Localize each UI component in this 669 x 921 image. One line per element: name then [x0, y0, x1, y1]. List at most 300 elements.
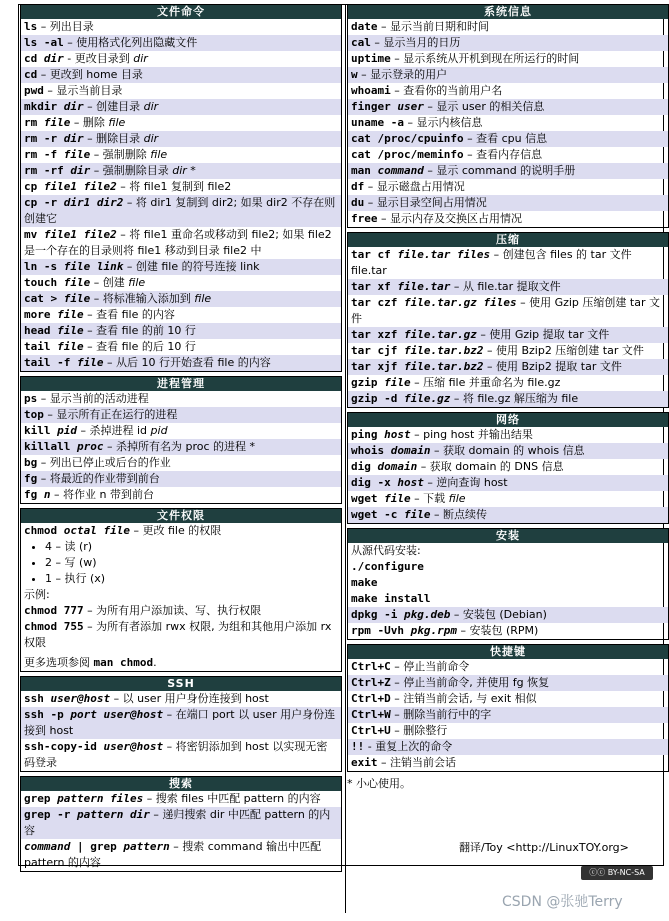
cmd: free: [351, 212, 378, 225]
arg: file.tar.gz: [403, 328, 477, 341]
command-row: [348, 67, 668, 83]
install-configure: ./configure: [351, 560, 424, 573]
cmd: mkdir: [24, 100, 64, 113]
arg: pkg.rpm: [410, 624, 457, 637]
desc: – 注销当前会话, 与 exit 相似: [390, 692, 537, 705]
command-row: [348, 279, 668, 295]
command-row: [21, 35, 341, 51]
cmd: head: [24, 324, 58, 337]
command-row: [348, 295, 668, 327]
arg2: pattern: [123, 840, 170, 853]
command-row: [21, 291, 341, 307]
desc: – 在端口 port 以 user 用户身份连接到 host: [24, 708, 336, 737]
desc: – 显示内存及交换区占用情况: [377, 212, 522, 225]
command-row: [21, 99, 341, 115]
desc: – 以 user 用户身份连接到 host: [110, 692, 269, 705]
command-row: [348, 195, 668, 211]
command-row: [348, 115, 668, 131]
arg: pattern files: [57, 792, 144, 805]
license-text: BY-NC-SA: [607, 868, 645, 877]
command-row: [348, 675, 668, 691]
command-row: [348, 459, 668, 475]
cmd: ping: [351, 428, 385, 441]
desc-arg: file: [128, 276, 146, 289]
bullet-exec: • 1 – 执行 (x): [45, 571, 341, 587]
install-rpm: [348, 623, 668, 639]
cmd: !!: [351, 740, 365, 753]
desc: – 显示 command 的说明手册: [423, 164, 576, 177]
desc: – 使用格式化列出隐藏文件: [63, 36, 198, 49]
desc: – 显示所有正在运行的进程: [43, 408, 178, 421]
arg: file: [57, 308, 84, 321]
cmd: rm -f: [24, 148, 64, 161]
desc-end: .: [153, 656, 157, 669]
cmd: top: [24, 408, 44, 421]
cmd: fg: [24, 472, 38, 485]
command-row: [21, 227, 341, 259]
arg: user@host: [103, 740, 164, 753]
cmd: grep -r: [24, 808, 77, 821]
cmd: killall: [24, 440, 77, 453]
desc: – 查看你的当前用户名: [390, 84, 503, 97]
command-row: [348, 507, 668, 523]
command-row: [21, 307, 341, 323]
desc-arg: dir: [133, 52, 148, 65]
command-row: [21, 471, 341, 487]
desc-arg: dir *: [172, 164, 196, 177]
cheatsheet-page: [4, 4, 665, 913]
arg: dir: [63, 100, 84, 113]
desc: – 删除目录: [83, 132, 144, 145]
cmd: chmod 755: [24, 620, 84, 633]
cmd: pwd: [24, 84, 44, 97]
command-row: [348, 19, 668, 35]
arg: user: [397, 100, 424, 113]
command-row: [21, 455, 341, 471]
command-row: [348, 491, 668, 507]
arg: file.tar: [397, 280, 451, 293]
chmod-row: [21, 523, 341, 539]
install-section: [347, 528, 669, 640]
section-header: 压缩: [348, 233, 668, 247]
command-row: [348, 755, 668, 771]
command-row: [348, 99, 668, 115]
command-row: [348, 131, 668, 147]
desc: – 强制删除目录: [90, 164, 173, 177]
cmd: Ctrl+D: [351, 692, 391, 705]
desc: - 更改目录到: [63, 52, 134, 65]
desc: – 搜索 files 中匹配 pattern 的内容: [143, 792, 321, 805]
cmd: man chmod: [93, 656, 154, 669]
cmd: cp -r: [24, 196, 64, 209]
desc: – 创建 file 的符号连接 link: [123, 260, 260, 273]
arg: file: [403, 508, 431, 521]
process-list: [21, 391, 341, 503]
command-row: [21, 179, 341, 195]
desc: – 使用 Gzip 压缩创建 tar 文件: [351, 296, 660, 325]
arg: octal file: [63, 524, 130, 537]
cmd: ssh: [24, 692, 51, 705]
column-divider: [345, 4, 346, 913]
install-make-install: make install: [351, 592, 431, 605]
desc-arg: file: [194, 292, 212, 305]
command-row: [348, 691, 668, 707]
network-list: [348, 427, 668, 523]
cmd: uname -a: [351, 116, 404, 129]
desc: – 杀掉进程 id: [77, 424, 151, 437]
desc: – 显示当前的活动进程: [37, 392, 149, 405]
arg: file: [76, 356, 104, 369]
command-row: [348, 327, 668, 343]
cmd: Ctrl+U: [351, 724, 391, 737]
command-row: [348, 247, 668, 279]
command-row: [348, 51, 668, 67]
section-header: SSH: [21, 677, 341, 691]
command-row: [348, 443, 668, 459]
command-row: [348, 359, 668, 375]
cmd: rm -r: [24, 132, 64, 145]
install-make: make: [351, 576, 378, 589]
cmd: ls: [24, 20, 38, 33]
section-header: 搜索: [21, 777, 341, 791]
desc: – 列出已停止或后台的作业: [37, 456, 171, 469]
desc: – 从 file.tar 提取文件: [450, 280, 561, 293]
compress-list: [348, 247, 668, 407]
cmd: ls -al: [24, 36, 64, 49]
desc: – 停止当前命令, 并使用 fg 恢复: [390, 676, 550, 689]
command-row: [348, 147, 668, 163]
arg: file: [63, 292, 91, 305]
cmd: fg: [24, 488, 44, 501]
translator-credit: 翻译/Toy <http://LinuxTOY.org>: [459, 841, 629, 854]
cmd: tar xjf: [351, 360, 404, 373]
desc: – 查看 cpu 信息: [463, 132, 548, 145]
section-header: 安装: [348, 529, 668, 543]
cmd: rm -rf: [24, 164, 71, 177]
cmd: grep: [24, 792, 58, 805]
network-section: [347, 412, 669, 524]
command-row: [348, 35, 668, 51]
desc-arg: file: [108, 116, 126, 129]
cmd: dig -x: [351, 476, 398, 489]
command-row: [21, 339, 341, 355]
arg: dir1 dir2: [63, 196, 124, 209]
system-list: [348, 19, 668, 227]
arg: domain: [390, 444, 431, 457]
cmd: ps: [24, 392, 38, 405]
left-column: [20, 4, 342, 869]
command-row: [348, 659, 668, 675]
cmd: rpm -Uvh: [351, 624, 411, 637]
cmd: tar czf: [351, 296, 404, 309]
command-row: [21, 83, 341, 99]
install-dpkg: [348, 607, 668, 623]
arg: file: [43, 116, 71, 129]
arg: file: [384, 492, 411, 505]
command-row: [21, 147, 341, 163]
cmd: du: [351, 196, 365, 209]
desc: – 删除当前行中的字: [390, 708, 492, 721]
file-commands-section: [20, 4, 342, 372]
cmd: finger: [351, 100, 398, 113]
desc: – 停止当前命令: [390, 660, 470, 673]
desc: – 断点续传: [430, 508, 487, 521]
arg: file.tar.gz files: [403, 296, 517, 309]
watermark: CSDN @张驰Terry: [502, 894, 623, 910]
arg: file.gz: [403, 392, 451, 405]
more-options: [21, 655, 341, 671]
arg: file: [63, 148, 91, 161]
desc: – 将 file.gz 解压缩为 file: [450, 392, 579, 405]
command-row: [21, 163, 341, 179]
command-row: [348, 475, 668, 491]
desc: – 创建包含 files 的 tar 文件 file.tar: [351, 248, 632, 277]
desc: – 下载: [410, 492, 449, 505]
cmd: rm: [24, 116, 44, 129]
desc: – 删除: [70, 116, 109, 129]
cmd: gzip: [351, 376, 385, 389]
command-row: [21, 487, 341, 503]
bullet-write: • 2 – 写 (w): [45, 555, 341, 571]
arg: file.tar.bz2: [403, 344, 484, 357]
cmd: more: [24, 308, 58, 321]
example-label: 示例:: [24, 588, 50, 601]
desc: – 将 file1 重命名或移动到 file2; 如果 file2 是一个存在的目录则将 file1 移动到目录 file2 中: [24, 228, 332, 257]
arg: dir: [43, 52, 64, 65]
cmd: w: [351, 68, 358, 81]
desc: – 显示当月的日历: [370, 36, 461, 49]
arg: file.tar.bz2: [403, 360, 484, 373]
desc: – 将作业 n 带到前台: [50, 488, 154, 501]
desc: – 显示登录的用户: [357, 68, 448, 81]
command-row: [21, 355, 341, 371]
desc: – 使用 Gzip 提取 tar 文件: [476, 328, 610, 341]
command-row: [21, 707, 341, 739]
desc: – 递归搜索 dir 中匹配 pattern 的内容: [24, 808, 331, 837]
arg: proc: [76, 440, 104, 453]
cmd: touch: [24, 276, 64, 289]
arg: pid: [57, 424, 77, 437]
desc: – 删除整行: [390, 724, 448, 737]
cmd: tail: [24, 340, 58, 353]
cmd: tar cjf: [351, 344, 404, 357]
system-section: [347, 4, 669, 228]
cmd: wget -c: [351, 508, 404, 521]
desc: – 将最近的作业带到前台: [37, 472, 160, 485]
arg: file: [57, 324, 84, 337]
desc: – 搜索 command 输出中匹配 pattern 的内容: [24, 840, 322, 869]
cmd: cp: [24, 180, 44, 193]
process-section: [20, 376, 342, 504]
desc: – 将 file1 复制到 file2: [116, 180, 232, 193]
arg: file link: [63, 260, 124, 273]
arg: file.tar files: [397, 248, 491, 261]
cmd: chmod 777: [24, 604, 84, 617]
command-row: [21, 259, 341, 275]
arg: dir: [63, 132, 84, 145]
example-755: [21, 619, 341, 651]
desc: – 获取 domain 的 DNS 信息: [417, 460, 564, 473]
cmd: wget: [351, 492, 385, 505]
command-row: [348, 427, 668, 443]
arg: file: [63, 276, 91, 289]
cmd: ssh -p: [24, 708, 71, 721]
cmd: cd: [24, 68, 38, 81]
cmd: date: [351, 20, 378, 33]
desc: – 压缩 file 并重命名为 file.gz: [410, 376, 561, 389]
desc-arg: file: [448, 492, 466, 505]
desc: – 为所有用户添加读、写、执行权限: [83, 604, 262, 617]
bullet-read: • 4 – 读 (r): [45, 539, 341, 555]
ssh-list: [21, 691, 341, 771]
command-row: [348, 391, 668, 407]
desc: – 更改 file 的权限: [129, 524, 222, 537]
cmd: cat >: [24, 292, 64, 305]
cmd: ln -s: [24, 260, 64, 273]
desc: – 查看 file 的前 10 行: [83, 324, 196, 337]
desc: – 安装包 (Debian): [450, 608, 547, 621]
command-row: [348, 179, 668, 195]
shortcuts-list: [348, 659, 668, 771]
command-row: [21, 691, 341, 707]
command-row: [21, 195, 341, 227]
arg: domain: [377, 460, 418, 473]
cmd: tail -f: [24, 356, 77, 369]
ssh-section: [20, 676, 342, 772]
desc: - 重复上次的命令: [364, 740, 453, 753]
section-header: 系统信息: [348, 5, 668, 19]
desc: – 显示 user 的相关信息: [423, 100, 545, 113]
arg: file1 file2: [43, 228, 117, 241]
command-row: [21, 51, 341, 67]
cmd: dpkg -i: [351, 608, 404, 621]
arg: pkg.deb: [403, 608, 451, 621]
footnote: * 小心使用。: [347, 777, 411, 790]
command-row: [348, 723, 668, 739]
desc: – 使用 Bzip2 压缩创建 tar 文件: [483, 344, 644, 357]
command-row: [21, 407, 341, 423]
command-row: [21, 323, 341, 339]
cmd: Ctrl+W: [351, 708, 391, 721]
cmd: tar cf: [351, 248, 398, 261]
command-row: [21, 275, 341, 291]
command-row: [21, 423, 341, 439]
desc: – 列出目录: [37, 20, 94, 33]
desc: – 安装包 (RPM): [456, 624, 539, 637]
section-header: 快捷键: [348, 645, 668, 659]
desc: – 创建: [90, 276, 129, 289]
desc: – 显示目录空间占用情况: [364, 196, 487, 209]
section-header: 网络: [348, 413, 668, 427]
cmd: cal: [351, 36, 371, 49]
desc: – 显示系统从开机到现在所运行的时间: [390, 52, 580, 65]
desc: – ping host 并输出结果: [410, 428, 533, 441]
permission-bullets: [21, 539, 341, 587]
arg: host: [384, 428, 411, 441]
command-row: [348, 343, 668, 359]
cmd: cat /proc/meminfo: [351, 148, 464, 161]
cmd: bg: [24, 456, 38, 469]
desc: – 注销当前会话: [377, 756, 456, 769]
desc: – 显示当前目录: [43, 84, 123, 97]
desc: – 将 dir1 复制到 dir2; 如果 dir2 不存在则创建它: [24, 196, 336, 225]
desc: – 从后 10 行开始查看 file 的内容: [103, 356, 271, 369]
install-source-label: 从源代码安装:: [351, 544, 421, 557]
arg: user@host: [50, 692, 111, 705]
command-row: [21, 839, 341, 871]
command-row: [348, 83, 668, 99]
cmd: ssh-copy-id: [24, 740, 104, 753]
cmd: cat /proc/cpuinfo: [351, 132, 464, 145]
cmd-mid: | grep: [70, 840, 124, 853]
cmd: uptime: [351, 52, 391, 65]
desc-arg: file: [150, 148, 168, 161]
command-row: [21, 807, 341, 839]
section-header: 文件命令: [21, 5, 341, 19]
cc-icon: ⓒⓒ: [589, 868, 608, 877]
arg: port user@host: [70, 708, 164, 721]
desc: – 显示磁盘占用情况: [364, 180, 465, 193]
cmd: whoami: [351, 84, 391, 97]
desc-arg: dir: [143, 132, 159, 145]
command-row: [21, 739, 341, 771]
section-header: 文件权限: [21, 509, 341, 523]
command-row: [21, 67, 341, 83]
arg: file: [384, 376, 411, 389]
desc: – 杀掉所有名为 proc 的进程 *: [103, 440, 256, 453]
desc-arg: pid: [150, 424, 168, 437]
desc: – 将密钥添加到 host 以实现无密码登录: [24, 740, 328, 769]
command-row: [348, 163, 668, 179]
desc: – 创建目录: [83, 100, 144, 113]
example-777: [21, 603, 341, 619]
command-row: [21, 439, 341, 455]
desc: – 将标准输入添加到: [90, 292, 195, 305]
right-column: [347, 4, 669, 864]
arg: file1 file2: [43, 180, 117, 193]
cmd: df: [351, 180, 365, 193]
desc: – 获取 domain 的 whois 信息: [430, 444, 585, 457]
command-row: [348, 707, 668, 723]
command-row: [21, 19, 341, 35]
cmd: tar xf: [351, 280, 398, 293]
cmd: chmod: [24, 524, 64, 537]
arg: dir: [70, 164, 91, 177]
command-row: [21, 391, 341, 407]
search-list: [21, 791, 341, 871]
cmd: exit: [351, 756, 378, 769]
command-row: [21, 131, 341, 147]
cmd: Ctrl+C: [351, 660, 391, 673]
cmd: mv: [24, 228, 44, 241]
desc: – 查看 file 的后 10 行: [83, 340, 196, 353]
arg: command: [377, 164, 424, 177]
command-row: [348, 375, 668, 391]
arg: n: [43, 488, 51, 501]
desc: – 显示当前日期和时间: [377, 20, 489, 33]
cmd: kill: [24, 424, 58, 437]
desc: – 查看 file 的内容: [83, 308, 175, 321]
cmd: man: [351, 164, 378, 177]
command-row: [348, 739, 668, 755]
permissions-section: [20, 508, 342, 672]
desc: 更多选项参阅: [24, 656, 94, 669]
command-row: [348, 211, 668, 227]
command-row: [21, 115, 341, 131]
desc: – 使用 Bzip2 提取 tar 文件: [483, 360, 622, 373]
command-row: [21, 791, 341, 807]
cmd: gzip -d: [351, 392, 404, 405]
